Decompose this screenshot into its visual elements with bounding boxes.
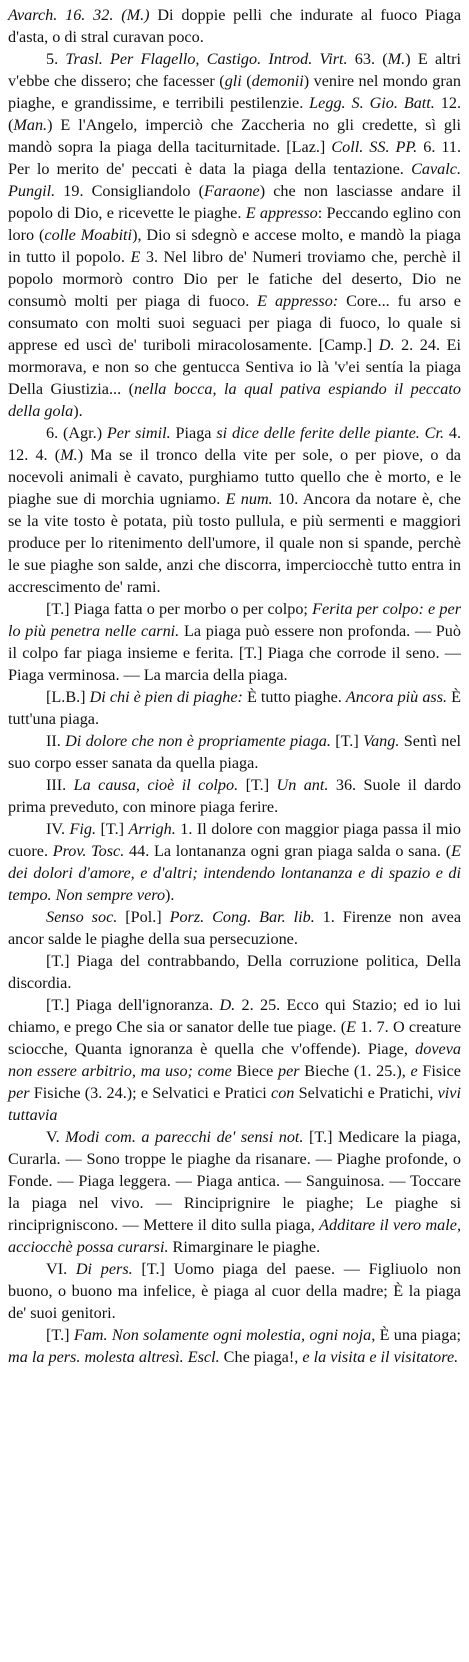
text-run: 4. 12. 4. ( [8,424,462,464]
text-run: Rimarginare le piaghe. [168,1238,321,1256]
text-run: 63. ( [347,50,388,68]
italic-run: Avarch. 16. 32. (M.) [8,6,150,24]
text-run: È una piaga; [375,1326,462,1344]
italic-run: Arrigh. [128,820,176,838]
italic-run: per [8,1084,30,1102]
text-run: 3. Nel libro de' Numeri troviamo che, perchè il popolo mormorò contro Dio per le fatiche del deserto, Dio ne consumò molti per piaga di fuoco. [8,248,461,310]
text-run: 2. 24. Ei mormorava, e non so che gentucca Sentiva io là 'v'ei sentía la piaga Della Giustizia... ( [8,336,461,398]
entry-paragraph [8,994,461,1126]
entry-paragraph [8,906,461,950]
text-run: Sentì nel suo corpo esser sanata da quella piaga. [8,732,462,772]
text-run: 1. 7. O creature sciocche, Quanta ignoranza è quella che v'offende). Piage, [8,1018,462,1058]
text-run: 6. 11. Per lo merito de' peccati è data la piaga della tentazione. [8,138,461,178]
italic-run: Prov. Tosc. [52,842,125,860]
text-run: È tutt'una piaga. [8,688,462,728]
italic-run: D. [378,336,395,354]
italic-run: Additare il vero male, acciocchè possa curarsi. [8,1216,462,1256]
text-run: Biece [231,1062,278,1080]
text-run: [T.] [46,1326,74,1344]
italic-run: vivi tuttavia [8,1084,461,1124]
entry-paragraph [8,1126,461,1258]
italic-run: Ancora più ass. [345,688,448,706]
text-run: Di doppie pelli che indurate al fuoco Piaga d'asta, o di stral curavan poco. [8,6,461,46]
text-run: 2. 25. Ecco qui Stazio; ed io lui chiamo, e prego Che sia or sanator delle tue piage. ( [8,996,462,1036]
text-run: ), Dio si sdegnò e accese molto, e mandò la piaga in tutto il popolo. [8,226,461,266]
italic-run: Un ant. [276,776,329,794]
text-run: II. [46,732,66,750]
entry-paragraph [8,686,461,730]
text-run: Bieche (1. 25.), [299,1062,411,1080]
text-run: 44. La lontananza ogni gran piaga salda o sana. ( [124,842,452,860]
italic-run: nella bocca, la qual pativa espiando il peccato della gola [8,380,461,420]
text-run: ). [73,402,83,420]
italic-run: Cavalc. Pungil. [8,160,461,200]
text-run: VI. [46,1260,76,1278]
text-run: ( [241,72,252,90]
italic-run: Coll. SS. PP. [331,138,418,156]
text-run: IV. [46,820,70,838]
italic-run: Senso soc. [46,908,118,926]
italic-run: Di dolore che non è propriamente piaga. [65,732,331,750]
italic-run: Man. [13,116,48,134]
italic-run: doveva non essere arbitrio, ma uso; come [8,1040,461,1080]
italic-run: E [346,1018,356,1036]
text-run: III. [46,776,74,794]
text-run: ) che non lasciasse andare il popolo di Dio, e ricevette le piaghe. [8,182,461,222]
italic-run: gli [224,72,242,90]
entry-paragraph [8,48,461,422]
text-run: [T.] [238,776,277,794]
italic-run: E appresso [245,204,318,222]
italic-run: La causa, cioè il colpo. [73,776,239,794]
text-run: 10. Ancora da notare è, che se la vite tosto è potata, più tosto pullula, e più sermenti e maggiori produce per lo ritenimento dell'umore, il quale non si spande, perchè le sue piaghe son salde, anzi che discorra, imperciocchè tutto entra in accrescimento de' rami. [8,490,461,596]
italic-run: e [410,1062,418,1080]
entry-paragraph [8,598,461,686]
italic-run: Per simil. [106,424,171,442]
entry-paragraph [8,4,461,48]
text-run: 12. ( [8,94,461,134]
text-run: 5. [46,50,66,68]
italic-run: Di pers. [75,1260,133,1278]
italic-run: E num. [225,490,273,508]
italic-run: Porz. Cong. Bar. lib. [169,908,315,926]
italic-run: Trasl. Per Flagello, Castigo. Introd. Virt. [65,50,348,68]
italic-run: colle Moabiti [44,226,133,244]
text-run: Selvatichi e Pratichi, [294,1084,438,1102]
text-run: [T.] [330,732,363,750]
italic-run: Fig. [69,820,97,838]
text-run: 1. Il dolore con maggior piaga passa il mio cuore. [8,820,461,860]
entry-paragraph [8,1258,461,1324]
italic-run: Legg. S. Gio. Batt. [309,94,435,112]
italic-run: Vang. [363,732,400,750]
text-run: [T.] Medicare la piaga, Curarla. — Sono troppe le piaghe da risanare. — Piaghe profonde, o Fonde. — Piaga leggera. — Piaga antica. — Sanguinosa. — Toccare la piaga nel vivo. — Rinciprignire le piaghe; Le piaghe si rinciprigniscono. — Mettere il dito sulla piaga, [8,1128,461,1234]
italic-run: demonii [251,72,304,90]
text-run: È tutto piaghe. [242,688,346,706]
italic-run: E dei dolori d'amore, e d'altri; intendendo lontananza e di spazio e di tempo. Non sempre vero [8,842,461,904]
text-run: ) venire nel mondo gran piaghe, e grandissime, e terribili pestilenzie. [8,72,461,112]
text-run: Che piaga!, [219,1348,303,1366]
text-run: 1. Firenze non avea ancor salde le piaghe della sua persecuzione. [8,908,462,948]
entry-paragraph [8,774,461,818]
italic-run: E appresso: [257,292,339,310]
text-run: ) E l'Angelo, imperciò che Zaccheria no gli credette, sì gli mandò sopra la piaga della taciturnitade. [Laz.] [8,116,461,156]
text-run: [T.] Piaga fatta o per morbo o per colpo; [46,600,313,618]
text-run: [T.] [96,820,129,838]
entry-paragraph [8,1324,461,1368]
italic-run: Fam. Non solamente ogni molestia, ogni noja, [73,1326,376,1344]
text-run: [T.] Piaga dell'ignoranza. [46,996,220,1014]
text-run: ) E altri v'ebbe che dissero; che facesser ( [8,50,462,90]
italic-run: D. [219,996,236,1014]
italic-run: con [271,1084,295,1102]
entry-paragraph [8,422,461,598]
italic-run: si dice delle ferite delle piante. Cr. [216,424,445,442]
italic-run: M. [60,446,78,464]
text-run: 19. Consigliandolo ( [55,182,204,200]
text-run: V. [46,1128,66,1146]
text-run: Fisice [417,1062,461,1080]
text-run: ). [165,886,175,904]
entry-paragraph [8,950,461,994]
italic-run: Faraone [203,182,260,200]
text-run: ) Ma se il tronco della vite per sole, o per piove, o da nocevoli animali è cavato, purghiamo tutto quello che è morto, e le piaghe sue di morchia ugniamo. [8,446,461,508]
italic-run: Ferita per colpo: e per lo più penetra nelle carni. [8,600,462,640]
text-run: Core... fu arso e consumato con molti suoi seguaci per piaga di fuoco, lo quale si apprese ed uscì de' turiboli miracolosamente. [Camp.] [8,292,461,354]
italic-run: M. [387,50,406,68]
text-run: [T.] Piaga del contrabbando, Della corruzione politica, Della discordia. [8,952,461,992]
entry-paragraph [8,730,461,774]
text-run: [Pol.] [117,908,170,926]
text-run: 36. Suole il dardo prima preveduto, con minore piaga ferire. [8,776,462,816]
text-run: 6. (Agr.) [46,424,107,442]
italic-run: e la visita e il visitatore. [302,1348,459,1366]
italic-run: ma la pers. molesta altresì. Escl. [8,1348,220,1366]
text-run: [T.] Uomo piaga del paese. — Figliuolo non buono, o buono ma infelice, è piaga al cuor della madre; È la piaga de' suoi genitori. [8,1260,461,1322]
text-run: [L.B.] [46,688,90,706]
italic-run: Modi com. a parecchi de' sensi not. [65,1128,304,1146]
text-run: Fisiche (3. 24.); e Selvatici e Pratici [29,1084,272,1102]
text-run: La piaga può essere non profonda. — Può il colpo far piaga insieme e ferita. [T.] Piaga che corrode il seno. — Piaga verminosa. — La marcia della piaga. [8,622,461,684]
text-run: Piaga [170,424,217,442]
italic-run: Di chi è pien di piaghe: [89,688,243,706]
italic-run: E [130,248,141,266]
text-run: : Peccando eglino con loro ( [8,204,461,244]
italic-run: per [278,1062,300,1080]
entry-paragraph [8,818,461,906]
